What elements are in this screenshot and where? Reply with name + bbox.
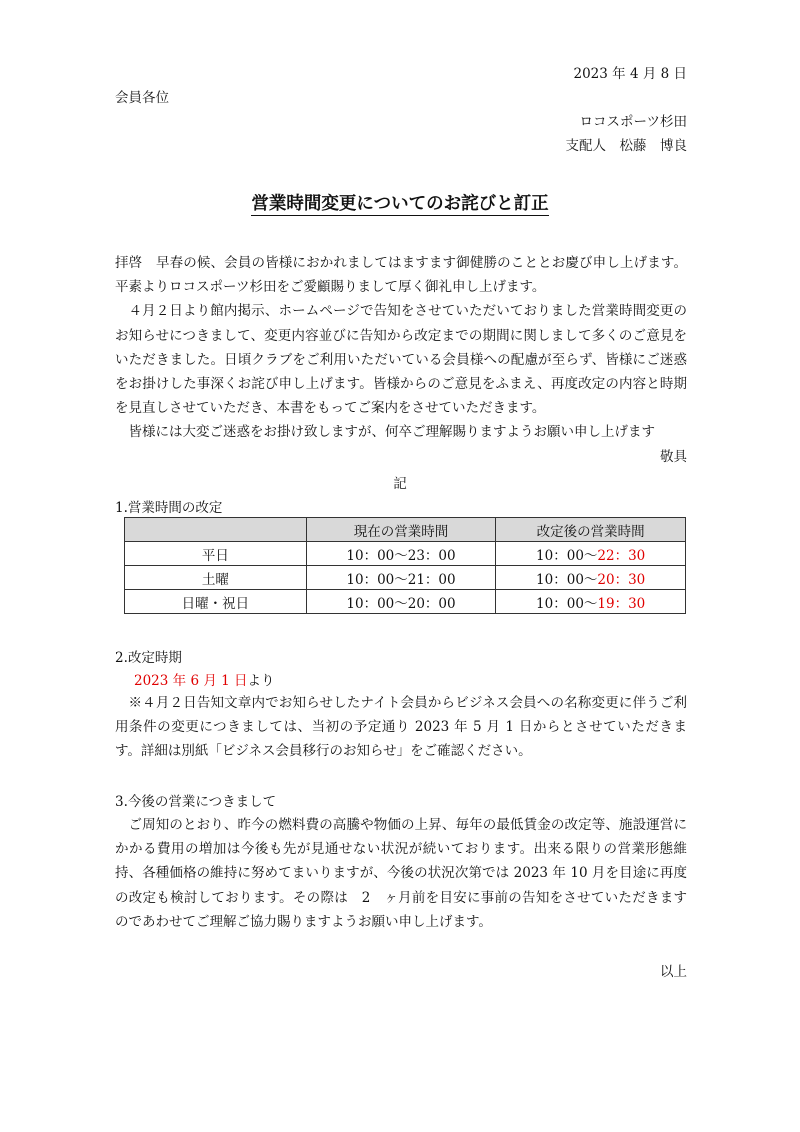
section3-heading: 3.今後の営業につきまして (115, 794, 277, 810)
table-header-current: 現在の営業時間 (306, 518, 496, 542)
intro-paragraph-request: 皆様には大変ご迷惑をお掛け致しますが、何卒ご理解賜りますようお願い申し上げます (128, 424, 655, 441)
row-current-hours: 10：00～21：00 (306, 566, 496, 590)
intro-body (115, 251, 687, 469)
keigu-closing: 敬具 (660, 448, 687, 465)
new-hours-close: 19：30 (597, 595, 646, 612)
effective-date: 2023 年 6 月 1 日 (134, 673, 248, 689)
sender-name: 支配人 松藤 博良 (565, 138, 687, 154)
row-current-hours: 10：00～20：00 (306, 590, 496, 614)
membership-note (115, 691, 687, 764)
row-new-hours (496, 566, 686, 590)
membership-note-text: ※４月２日告知文章内でお知らせしたナイト会員からビジネス会員への名称変更に伴うご利用条件の変更につきましては、当初の予定通り 2023 年 5 月 1 日からとさせていただきます。詳細は別紙「ビジネス会員移行のお知らせ」をご確認ください。 (115, 695, 687, 760)
table-header-blank (125, 518, 307, 542)
intro-paragraph-apology: ４月２日より館内掲示、ホームページで告知をさせていただいておりました営業時間変更のお知らせにつきまして、変更内容並びに告知から改定までの期間に関しまして多くのご意見をいただきました。日頃クラブをご利用いただいている会員様への配慮が至らず、皆様にご迷惑をお掛けした事深くお詫び申し上げます。皆様からのご意見をふまえ、再度改定の内容と時期を見直しさせていただき、本書をもってご案内をさせていただきます。 (115, 303, 687, 417)
row-current-hours: 10：00～23：00 (306, 542, 496, 566)
row-day: 土曜 (125, 566, 307, 590)
document-date: 2023 年 4 月 8 日 (573, 66, 687, 82)
recipient: 会員各位 (115, 90, 169, 106)
intro-paragraph-greeting: 拝啓 早春の候、会員の皆様におかれましてはますます御健勝のこととお慶び申し上げます。平素よりロコスポーツ杉田をご愛顧賜りまして厚く御礼申し上げます。 (115, 255, 687, 296)
new-hours-close: 20：30 (597, 571, 646, 588)
document-title-text: 営業時間変更についてのお詫びと訂正 (251, 194, 549, 214)
future-operations-text: ご周知のとおり、昨今の燃料費の高騰や物価の上昇、毎年の最低賃金の改定等、施設運営にかかる費用の増加は今後も先が見通せない状況が続いております。出来る限りの営業形態維持、各種価格の維持に努めてまいりますが、今後の状況次第では 2023 年 10 月を目途に再度の改定も検討しております。その際は 2 ヶ月前を目安に事前の告知をさせていただきますのであわせてご理解ご協力賜りますようお願い申し上げます。 (115, 817, 687, 930)
business-hours-table (124, 517, 686, 614)
new-hours-open: 10：00～ (536, 547, 598, 564)
ki-marker: 記 (393, 476, 407, 492)
row-day: 平日 (125, 542, 307, 566)
new-hours-open: 10：00～ (536, 571, 598, 588)
new-hours-close: 22：30 (597, 547, 646, 564)
future-operations (115, 813, 687, 934)
section2-heading: 2.改定時期 (115, 650, 182, 666)
row-day: 日曜・祝日 (125, 590, 307, 614)
closing-ijou: 以上 (660, 964, 687, 980)
table-row (125, 590, 686, 614)
effective-date-line (134, 669, 275, 689)
table-header-row (125, 518, 686, 542)
sender-organization: ロコスポーツ杉田 (579, 114, 687, 130)
table-header-new: 改定後の営業時間 (496, 518, 686, 542)
new-hours-open: 10：00～ (536, 595, 598, 612)
row-new-hours (496, 542, 686, 566)
row-new-hours (496, 590, 686, 614)
table-row (125, 566, 686, 590)
section1-heading: 1.営業時間の改定 (115, 500, 223, 516)
effective-date-suffix: より (247, 673, 275, 689)
table-row (125, 542, 686, 566)
document-title (0, 190, 800, 215)
